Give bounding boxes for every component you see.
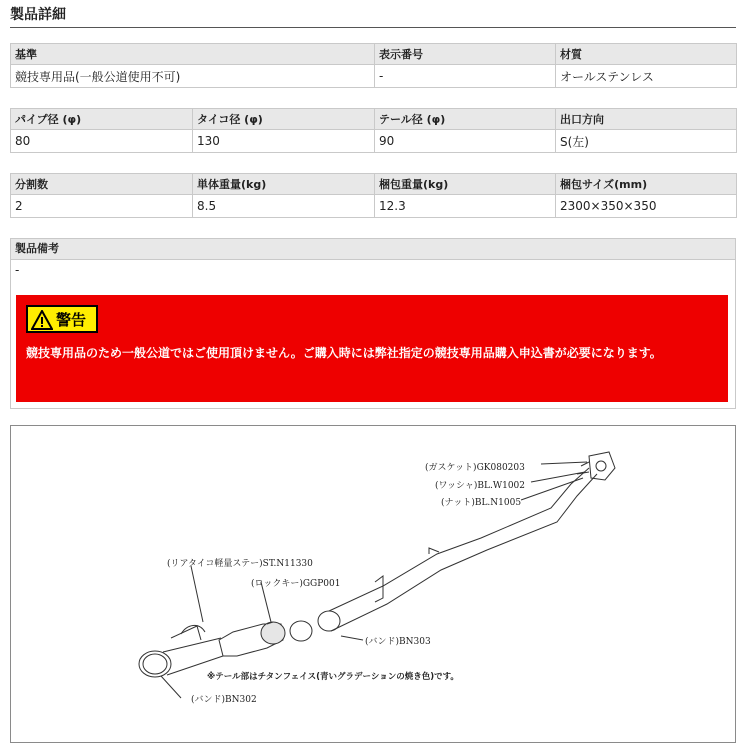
warning-label: 警告 bbox=[56, 311, 87, 329]
exhaust-drawing bbox=[11, 426, 735, 742]
label-nut: (ナット)BL.N1005 bbox=[441, 498, 522, 508]
value-tail-diameter: 90 bbox=[375, 130, 556, 153]
header-package-size: 梱包サイズ(mm) bbox=[556, 174, 737, 195]
title-divider bbox=[10, 27, 736, 28]
header-unit-weight: 単体重量(kg) bbox=[193, 174, 375, 195]
notes-header: 製品備考 bbox=[11, 239, 735, 260]
label-lock-key: (ロックキー)GGP001 bbox=[251, 579, 341, 589]
value-package-size: 2300×350×350 bbox=[556, 195, 737, 218]
tail-band-ring bbox=[139, 651, 171, 677]
header-exit-direction: 出口方向 bbox=[556, 109, 737, 130]
product-notes bbox=[10, 238, 736, 409]
warning-box bbox=[16, 295, 728, 402]
warning-triangle-icon bbox=[31, 310, 53, 330]
parts-diagram bbox=[10, 425, 736, 743]
header-package-weight: 梱包重量(kg) bbox=[375, 174, 556, 195]
value-exit-direction: S(左) bbox=[556, 130, 737, 153]
warning-text: 競技専用品のため一般公道ではご使用頂けません。ご購入時には弊社指定の競技専用品購入申込書が必要になります。 bbox=[26, 346, 662, 360]
value-display-number: - bbox=[375, 65, 556, 88]
header-display-number: 表示番号 bbox=[375, 44, 556, 65]
label-gasket: (ガスケット)GK080203 bbox=[425, 463, 525, 473]
value-sections: 2 bbox=[11, 195, 193, 218]
spec-table-weight bbox=[10, 173, 737, 218]
value-unit-weight: 8.5 bbox=[193, 195, 375, 218]
value-pipe-diameter: 80 bbox=[11, 130, 193, 153]
header-tail-diameter: テール径 (φ) bbox=[375, 109, 556, 130]
value-package-weight: 12.3 bbox=[375, 195, 556, 218]
label-washer: (ワッシャ)BL.W1002 bbox=[435, 481, 525, 491]
center-band-ring bbox=[290, 621, 312, 641]
value-material: オールステンレス bbox=[556, 65, 737, 88]
header-sections: 分割数 bbox=[11, 174, 193, 195]
label-band-bn302: (バンド)BN302 bbox=[191, 695, 257, 705]
page-title: 製品詳細 bbox=[10, 7, 66, 23]
notes-value: - bbox=[15, 263, 20, 277]
spec-table-basic bbox=[10, 43, 737, 88]
value-silencer-diameter: 130 bbox=[193, 130, 375, 153]
value-standard: 競技専用品(一般公道使用不可) bbox=[11, 65, 375, 88]
front-flange bbox=[589, 452, 615, 480]
warning-badge bbox=[26, 305, 98, 333]
header-silencer-diameter: タイコ径 (φ) bbox=[193, 109, 375, 130]
spec-table-dimensions bbox=[10, 108, 737, 153]
tail-finish-note: ※テール部はチタンフェイス(青いグラデーションの焼き色)です。 bbox=[207, 672, 459, 682]
header-pipe-diameter: パイプ径 (φ) bbox=[11, 109, 193, 130]
label-band-bn303: (バンド)BN303 bbox=[365, 637, 431, 647]
header-material: 材質 bbox=[556, 44, 737, 65]
header-standard: 基準 bbox=[11, 44, 375, 65]
label-stay: (リアタイコ軽量ステー)ST.N11330 bbox=[167, 559, 313, 569]
